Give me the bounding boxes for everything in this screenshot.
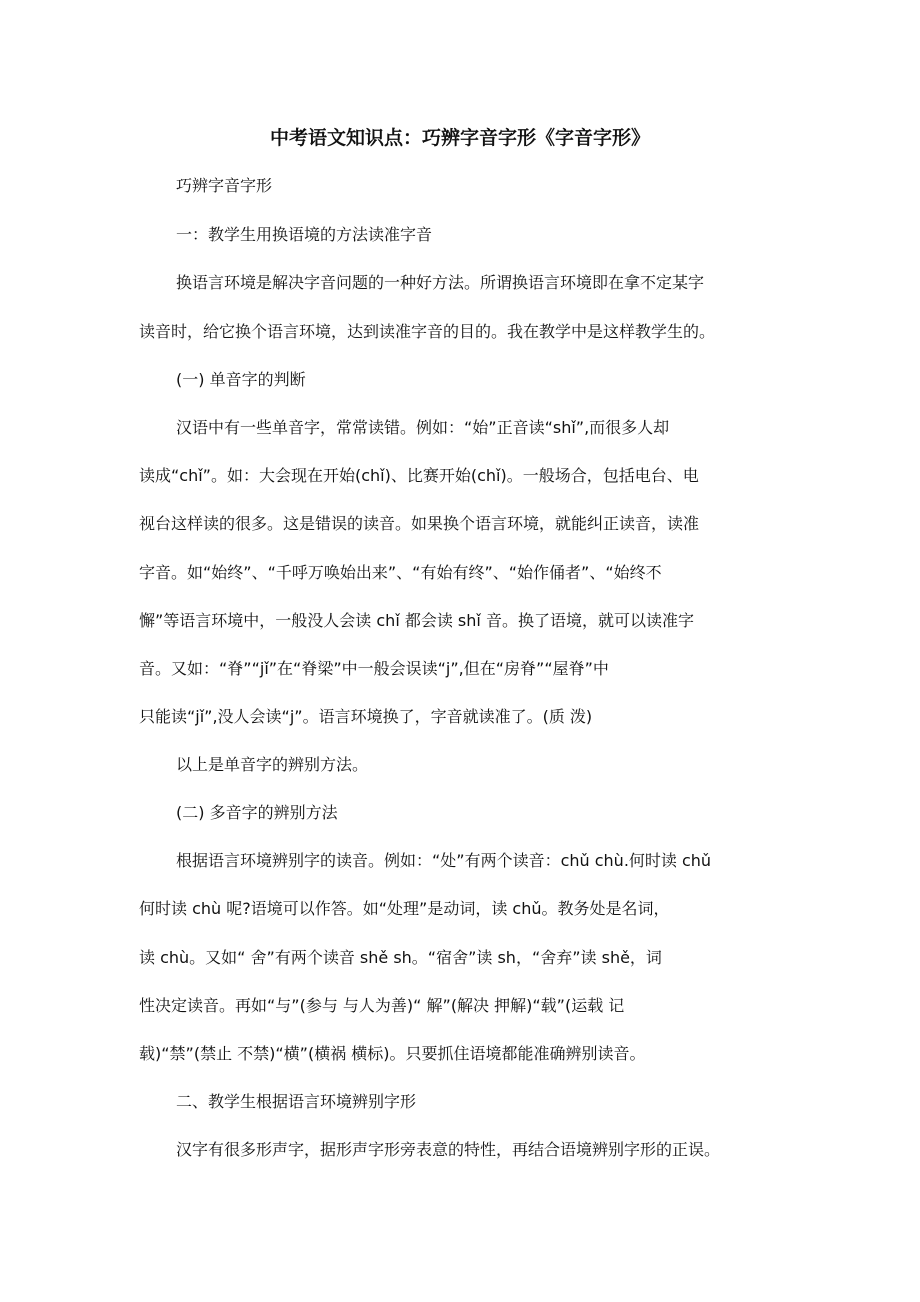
paragraph-line: 汉字有很多形声字，据形声字形旁表意的特性，再结合语境辨别字形的正误。 bbox=[176, 1140, 721, 1159]
paragraph-line: 视台这样读的很多。这是错误的读音。如果换个语言环境，就能纠正读音，读准 bbox=[139, 514, 700, 533]
paragraph-line: 读 chù。又如“ 舍”有两个读音 shě sh。“宿舍”读 sh，“舍弃”读 shě，词 bbox=[139, 948, 662, 967]
paragraph-line: 读音时，给它换个语言环境，达到读准字音的目的。我在教学中是这样教学生的。 bbox=[139, 322, 716, 341]
paragraph-line: 根据语言环境辨别字的读音。例如：“处”有两个读音：chǔ chù.何时读 chǔ bbox=[176, 851, 712, 870]
paragraph-line: 字音。如“始终”、“千呼万唤始出来”、“有始有终”、“始作俑者”、“始终不 bbox=[139, 563, 662, 582]
section-heading-one: 一：教学生用换语境的方法读准字音 bbox=[176, 225, 433, 244]
paragraph-line: 汉语中有一些单音字，常常读错。例如：“始”正音读“shǐ”,而很多人却 bbox=[176, 418, 670, 437]
subsection-heading-multiple: (二) 多音字的辨别方法 bbox=[176, 803, 338, 822]
paragraph-line: 只能读“jǐ”,没人会读“j”。语言环境换了，字音就读准了。(质 泼) bbox=[139, 707, 593, 726]
paragraph-line: 何时读 chù 呢?语境可以作答。如“处理”是动词，读 chǔ。教务处是名词， bbox=[139, 899, 670, 918]
section-heading-two: 二、教学生根据语言环境辨别字形 bbox=[176, 1092, 417, 1111]
paragraph-line: 载)“禁”(禁止 不禁)“横”(横祸 横标)。只要抓住语境都能准确辨别读音。 bbox=[139, 1044, 646, 1063]
paragraph-line: 读成“chǐ”。如：大会现在开始(chǐ)、比赛开始(chǐ)。一般场合，包括电台、电 bbox=[139, 466, 699, 485]
paragraph-line: 以上是单音字的辨别方法。 bbox=[176, 755, 369, 774]
subsection-heading-single: (一) 单音字的判断 bbox=[176, 370, 306, 389]
subtitle-line: 巧辨字音字形 bbox=[176, 176, 273, 195]
document-title: 中考语文知识点：巧辨字音字形《字音字形》 bbox=[269, 127, 650, 149]
paragraph-line: 音。又如：“脊”“jǐ”在“脊梁”中一般会误读“j”,但在“房脊”“屋脊”中 bbox=[139, 659, 609, 678]
paragraph-line: 懈”等语言环境中，一般没人会读 chǐ 都会读 shǐ 音。换了语境，就可以读准字 bbox=[139, 611, 694, 630]
paragraph-line: 性决定读音。再如“与”(参与 与人为善)“ 解”(解决 押解)“载”(运载 记 bbox=[139, 996, 625, 1015]
paragraph-line: 换语言环境是解决字音问题的一种好方法。所谓换语言环境即在拿不定某字 bbox=[176, 273, 705, 292]
